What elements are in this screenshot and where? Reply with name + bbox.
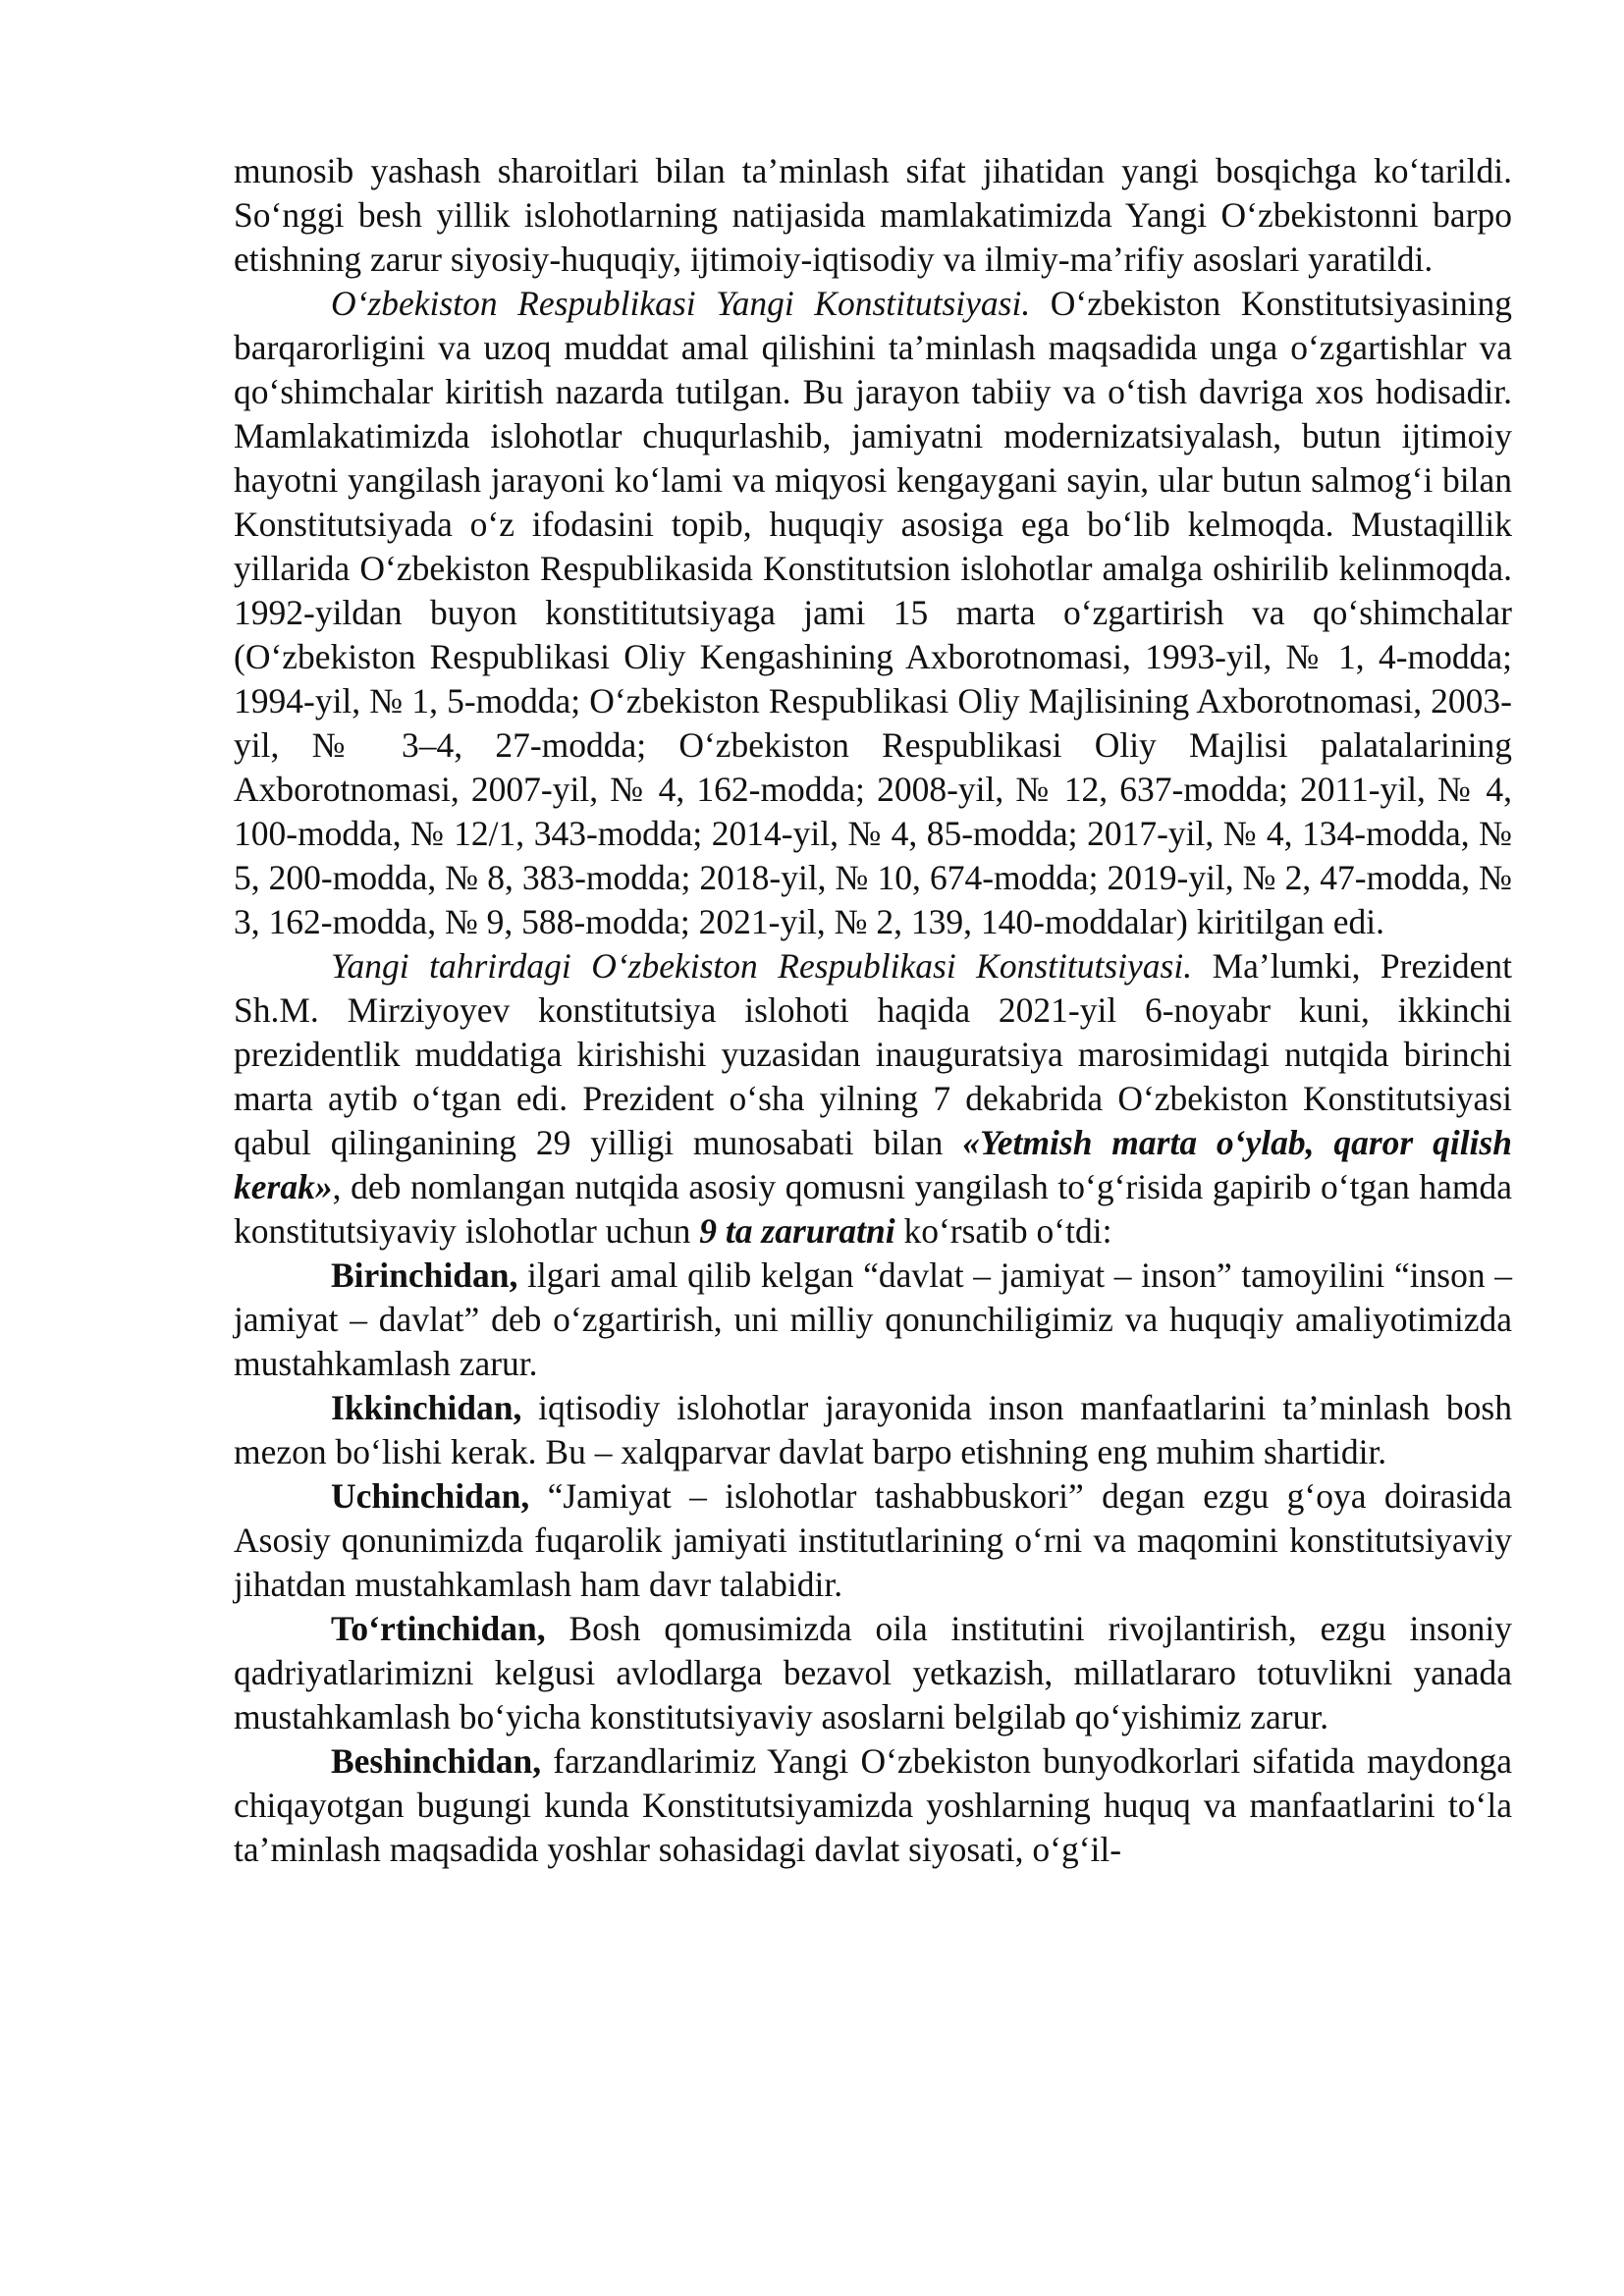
paragraph-3-text-part-3: ko‘rsatib o‘tdi:: [894, 1211, 1112, 1251]
first-point-lead: Birinchidan,: [331, 1255, 518, 1295]
nine-necessities-emphasis: 9 ta zaruratni: [699, 1211, 895, 1251]
paragraph-second-point: [234, 1386, 1512, 1474]
paragraph-fourth-point: [234, 1607, 1512, 1739]
third-point-lead: Uchinchidan,: [331, 1476, 530, 1516]
second-point-lead: Ikkinchidan,: [331, 1388, 522, 1427]
second-point-text: iqtisodiy islohotlar jarayonida inson manfaatlarini ta’minlash bosh mezon bo‘lishi kerak. Bu – xalqparvar davlat barpo etishning eng muhim shartidir.: [234, 1388, 1512, 1471]
section-heading-new-edition-constitution: Yangi tahrirdagi O‘zbekiston Respublikasi Konstitutsiyasi.: [331, 946, 1193, 986]
fifth-point-text: farzandlarimiz Yangi O‘zbekiston bunyodkorlari sifatida maydonga chiqayotgan bugungi kunda Konstitutsiyamizda yoshlarning huquq va manfaatlarini to‘la ta’minlash maqsadida yoshlar sohasidagi davlat siyosati, o‘g‘il-: [234, 1741, 1512, 1869]
paragraph-3-text-part-2: , deb nomlangan nutqida asosiy qomusni yangilash to‘g‘risida gapirib o‘tgan hamda konstitutsiyaviy islohotlar uchun: [234, 1167, 1512, 1251]
paragraph-3: [234, 944, 1512, 1254]
paragraph-fifth-point: [234, 1739, 1512, 1872]
section-heading-new-constitution: O‘zbekiston Respublikasi Yangi Konstitutsiyasi.: [331, 284, 1031, 323]
third-point-text: “Jamiyat – islohotlar tashabbuskori” degan ezgu g‘oya doirasida Asosiy qonunimizda fuqarolik jamiyati institutlarining o‘rni va maqomini konstitutsiyaviy jihatdan mustahkamlash ham davr talabidir.: [234, 1476, 1512, 1604]
paragraph-first-point: [234, 1254, 1512, 1386]
paragraph-3-text-part-1: Ma’lumki, Prezident Sh.M. Mirziyoyev konstitutsiya islohoti haqida 2021-yil 6-noyabr kuni, ikkinchi prezidentlik muddatiga kirishishi yuzasidan inauguratsiya marosimidagi nutqida birinchi marta aytib o‘tgan edi. Prezident o‘sha yilning 7 dekabrida O‘zbekiston Konstitutsiyasi qabul qilinganining 29 yilligi munosabati bilan: [234, 946, 1512, 1162]
paragraph-1: [234, 149, 1512, 282]
speech-title-quote: «Yetmish marta o‘ylab, qaror qilish kerak»: [234, 1123, 1512, 1206]
fourth-point-lead: To‘rtinchidan,: [331, 1609, 546, 1648]
document-page: [234, 149, 1512, 1872]
paragraph-third-point: [234, 1474, 1512, 1607]
paragraph-2-text: O‘zbekiston Konstitutsiyasining barqarorligini va uzoq muddat amal qilishini ta’minlash maqsadida unga o‘zgartishlar va qo‘shimchalar kiritish nazarda tutilgan. Bu jarayon tabiiy va o‘tish davriga xos hodisadir. Mamlakatimizda islohotlar chuqurlashib, jamiyatni modernizatsiyalash, butun ijtimoiy hayotni yangilash jarayoni ko‘lami va miqyosi kengaygani sayin, ular butun salmog‘i bilan Konstitutsiyada o‘z ifodasini topib, huquqiy asosiga ega bo‘lib kelmoqda. Mustaqillik yillarida O‘zbekiston Respublikasida Konstitutsion islohotlar amalga oshirilib kelinmoqda. 1992-yildan buyon konstititutsiyaga jami 15 marta o‘zgartirish va qo‘shimchalar (O‘zbekiston Respublikasi Oliy Kengashining Axborotnomasi, 1993-yil, № 1, 4-modda; 1994-yil, № 1, 5-modda; O‘zbekiston Respublikasi Oliy Majlisining Axborotnomasi, 2003-yil, № 3–4, 27-modda; O‘zbekiston Respublikasi Oliy Majlisi palatalarining Axborotnomasi, 2007-yil, № 4, 162-modda; 2008-yil, № 12, 637-modda; 2011-yil, № 4, 100-modda, № 12/1, 343-modda; 2014-yil, № 4, 85-modda; 2017-yil, № 4, 134-modda, № 5, 200-modda, № 8, 383-modda; 2018-yil, № 10, 674-modda; 2019-yil, № 2, 47-modda, № 3, 162-modda, № 9, 588-modda; 2021-yil, № 2, 139, 140-moddalar) kiritilgan edi.: [234, 284, 1512, 941]
paragraph-2: [234, 282, 1512, 944]
paragraph-1-text: munosib yashash sharoitlari bilan ta’minlash sifat jihatidan yangi bosqichga ko‘tarildi. So‘nggi besh yillik islohotlarning natijasida mamlakatimizda Yangi O‘zbekistonni barpo etishning zarur siyosiy-huquqiy, ijtimoiy-iqtisodiy va ilmiy-ma’rifiy asoslari yaratildi.: [234, 151, 1512, 279]
fourth-point-text: Bosh qomusimizda oila institutini rivojlantirish, ezgu insoniy qadriyatlarimizni kelgusi avlodlarga bezavol yetkazish, millatlararo totuvlikni yanada mustahkamlash bo‘yicha konstitutsiyaviy asoslarni belgilab qo‘yishimiz zarur.: [234, 1609, 1512, 1736]
fifth-point-lead: Beshinchidan,: [331, 1741, 542, 1781]
first-point-text: ilgari amal qilib kelgan “davlat – jamiyat – inson” tamoyilini “inson – jamiyat – davlat” deb o‘zgartirish, uni milliy qonunchiligimiz va huquqiy amaliyotimizda mustahkamlash zarur.: [234, 1255, 1512, 1383]
